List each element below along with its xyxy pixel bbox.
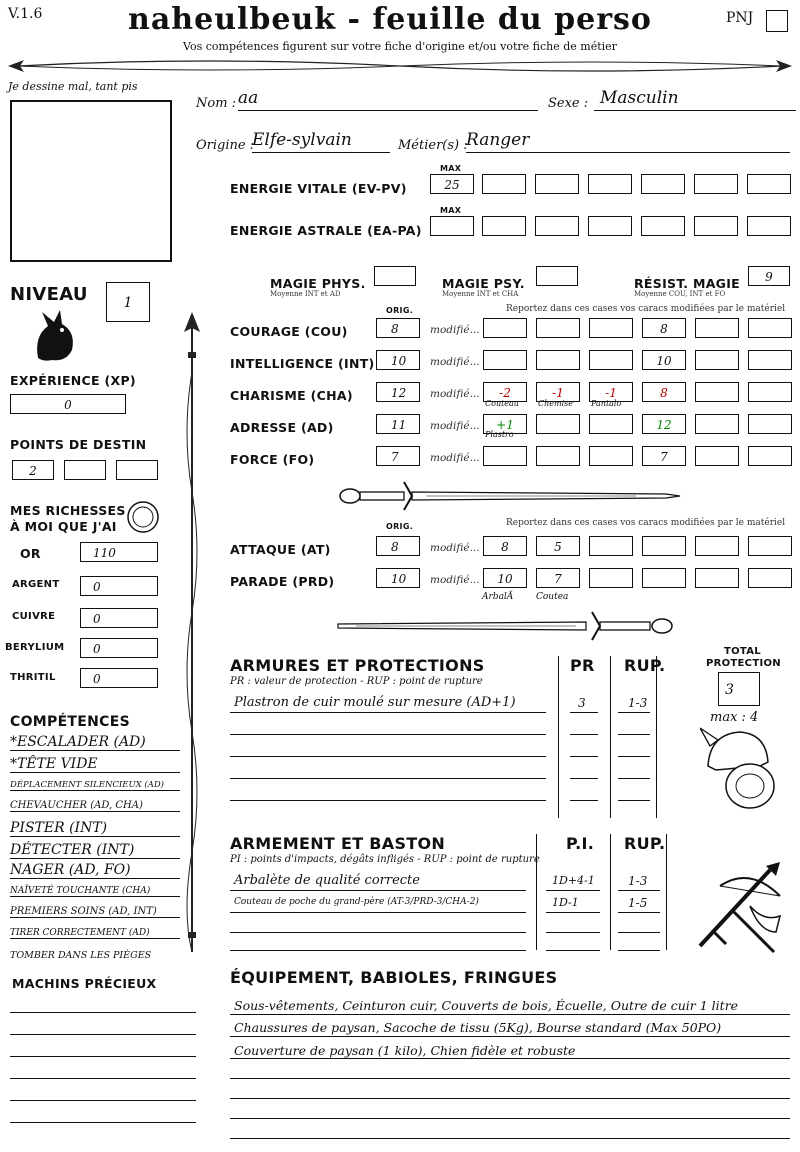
combat-cell[interactable]: 7 xyxy=(536,568,580,588)
pi-header: P.I. xyxy=(566,834,595,853)
carac-cell[interactable] xyxy=(748,414,792,434)
nom-label: Nom : xyxy=(196,96,237,111)
carac-cell[interactable] xyxy=(748,446,792,466)
xp-box[interactable]: 0 xyxy=(10,394,126,414)
carac-cell[interactable] xyxy=(695,318,739,338)
magie-phys-note: Moyenne INT et AD xyxy=(270,290,341,298)
pnj-label: PNJ xyxy=(726,10,754,26)
caracs-orig-label: ORIG. xyxy=(386,306,414,315)
equipement-line: Sous-vêtements, Ceinturon cuir, Couverts de bois, Écuelle, Outre de cuir 1 litre xyxy=(234,998,739,1013)
thritil-label: THRITIL xyxy=(10,672,56,683)
rup-header: RUP. xyxy=(624,656,666,675)
ad-note: Plastro xyxy=(485,430,514,439)
competence-item: DÉPLACEMENT SILENCIEUX (AD) xyxy=(10,780,180,791)
competence-item: PREMIERS SOINS (AD, INT) xyxy=(10,906,180,918)
carac-cell[interactable] xyxy=(536,350,580,370)
resist-magie-box[interactable]: 9 xyxy=(748,266,790,286)
metier-label: Métier(s) : xyxy=(398,138,468,153)
resist-magie-label: RÉSIST. MAGIE xyxy=(634,276,741,291)
carac-label: COURAGE (COU) xyxy=(230,324,348,339)
ea-box[interactable] xyxy=(482,216,526,236)
carac-modif-label: modifié... xyxy=(430,452,480,464)
carac-cell[interactable] xyxy=(748,318,792,338)
carac-orig-box[interactable]: 8 xyxy=(376,318,420,338)
armement-rup-header: RUP. xyxy=(624,834,666,853)
carac-cell[interactable] xyxy=(695,414,739,434)
ea-box[interactable] xyxy=(588,216,632,236)
sexe-label: Sexe : xyxy=(548,96,589,111)
sheet-subtitle: Vos compétences figurent sur votre fiche d'origine et/ou votre fiche de métier xyxy=(183,40,617,53)
richesses-label: MES RICHESSES xyxy=(10,503,126,518)
coin-icon xyxy=(126,500,160,534)
carac-cell[interactable] xyxy=(483,350,527,370)
magie-phys-label: MAGIE PHYS. xyxy=(270,276,366,291)
combat-label: PARADE (PRD) xyxy=(230,574,335,589)
ev-box[interactable] xyxy=(694,174,738,194)
combat-note: ArbalÃ xyxy=(482,592,514,602)
cuivre-label: CUIVRE xyxy=(12,611,56,622)
or-label: OR xyxy=(20,546,41,561)
carac-cell[interactable]: 12 xyxy=(642,414,686,434)
carac-label: CHARISME (CHA) xyxy=(230,388,353,403)
carac-cell[interactable]: 10 xyxy=(642,350,686,370)
competence-item: CHEVAUCHER (AD, CHA) xyxy=(10,800,180,812)
combat-report-note: Reportez dans ces cases vos caracs modifiées par le matériel xyxy=(506,518,786,528)
carac-cell[interactable] xyxy=(589,350,633,370)
competence-item: *TÊTE VIDE xyxy=(10,756,180,773)
carac-orig-box[interactable]: 7 xyxy=(376,446,420,466)
helmet-shield-icon xyxy=(700,726,780,812)
caracs-report-note: Reportez dans ces cases vos caracs modifiées par le matériel xyxy=(506,304,786,314)
carac-cell[interactable] xyxy=(536,414,580,434)
competence-item: TIRER CORRECTEMENT (AD) xyxy=(10,928,180,939)
carac-cell[interactable]: +1 xyxy=(483,414,527,434)
competences-title: COMPÉTENCES xyxy=(10,714,130,730)
carac-modif-label: modifié... xyxy=(430,388,480,400)
metier-field[interactable]: Ranger xyxy=(466,130,790,153)
carac-cell[interactable]: -1 xyxy=(589,382,633,402)
combat-cell[interactable] xyxy=(642,536,686,556)
cha-note: Chemise xyxy=(538,399,573,408)
richesses-label-2: À MOI QUE J'AI xyxy=(10,519,117,534)
ea-box[interactable] xyxy=(747,216,791,236)
carac-label: FORCE (FO) xyxy=(230,452,315,467)
ev-box[interactable] xyxy=(482,174,526,194)
combat-modif-label: modifié... xyxy=(430,574,480,586)
combat-cell[interactable] xyxy=(589,536,633,556)
sword-icon xyxy=(336,478,682,514)
sword-icon xyxy=(336,608,682,644)
armure-pr: 3 xyxy=(578,696,586,710)
resist-magie-note: Moyenne COU, INT et FO xyxy=(634,290,726,298)
version-label: V.1.6 xyxy=(8,6,43,22)
combat-label: ATTAQUE (AT) xyxy=(230,542,331,557)
combat-cell[interactable] xyxy=(589,568,633,588)
equipement-title: ÉQUIPEMENT, BABIOLES, FRINGUES xyxy=(230,968,558,987)
arme-pi: 1D+4-1 xyxy=(552,874,595,887)
ev-max-label: MAX xyxy=(440,164,462,173)
armure-name: Plastron de cuir moulé sur mesure (AD+1) xyxy=(234,695,516,710)
carac-cell[interactable] xyxy=(483,318,527,338)
carac-cell[interactable] xyxy=(695,382,739,402)
equipement-line: Couverture de paysan (1 kilo), Chien fidèle et robuste xyxy=(234,1043,576,1058)
weapons-icon xyxy=(690,856,790,956)
magie-psy-box[interactable] xyxy=(536,266,578,286)
competence-item: NAGER (AD, FO) xyxy=(10,862,180,879)
carac-cell[interactable] xyxy=(589,446,633,466)
ev-box[interactable] xyxy=(588,174,632,194)
sexe-field[interactable]: Masculin xyxy=(594,88,796,111)
carac-modif-label: modifié... xyxy=(430,420,480,432)
ea-label: ENERGIE ASTRALE (EA-PA) xyxy=(230,223,422,238)
destin-box-1[interactable]: 2 xyxy=(12,460,54,480)
armement-title: ARMEMENT ET BASTON xyxy=(230,834,446,853)
ea-max-box[interactable] xyxy=(430,216,474,236)
machins-title: MACHINS PRÉCIEUX xyxy=(12,976,157,991)
combat-modif-label: modifié... xyxy=(430,542,480,554)
sheet-title: naheulbeuk - feuille du perso xyxy=(128,2,652,37)
arme-rup: 1-3 xyxy=(628,874,648,888)
pnj-checkbox[interactable] xyxy=(766,10,788,32)
carac-cell[interactable]: 8 xyxy=(642,382,686,402)
combat-cell[interactable]: 8 xyxy=(483,536,527,556)
combat-cell[interactable] xyxy=(642,568,686,588)
destin-box-2[interactable] xyxy=(64,460,106,480)
destin-label: POINTS DE DESTIN xyxy=(10,437,147,452)
destin-box-3[interactable] xyxy=(116,460,158,480)
carac-modif-label: modifié... xyxy=(430,356,480,368)
ea-max-label: MAX xyxy=(440,206,462,215)
total-protection-label-2: PROTECTION xyxy=(706,658,781,669)
niveau-box[interactable]: 1 xyxy=(106,282,150,322)
combat-cell[interactable] xyxy=(748,568,792,588)
combat-orig-box[interactable]: 8 xyxy=(376,536,420,556)
arme-name: Arbalète de qualité correcte xyxy=(234,873,420,888)
header-spear-icon xyxy=(8,54,792,78)
carac-cell[interactable]: -2 xyxy=(483,382,527,402)
vertical-spear-icon xyxy=(180,312,204,962)
portrait-box[interactable] xyxy=(10,100,172,262)
armures-note: PR : valeur de protection - RUP : point de rupture xyxy=(230,676,483,687)
carac-cell[interactable] xyxy=(695,446,739,466)
dragon-icon xyxy=(30,306,80,364)
carac-cell[interactable] xyxy=(589,318,633,338)
arme-pi: 1D-1 xyxy=(552,896,579,909)
carac-cell[interactable]: 7 xyxy=(642,446,686,466)
ea-box[interactable] xyxy=(641,216,685,236)
equipement-line: Chaussures de paysan, Sacoche de tissu (5Kg), Bourse standard (Max 50PO) xyxy=(234,1020,722,1035)
magie-psy-label: MAGIE PSY. xyxy=(442,276,525,291)
portrait-caption: Je dessine mal, tant pis xyxy=(8,80,138,93)
armures-title: ARMURES ET PROTECTIONS xyxy=(230,656,485,675)
ev-box[interactable] xyxy=(535,174,579,194)
competence-item: DÉTECTER (INT) xyxy=(10,842,180,859)
carac-orig-box[interactable]: 11 xyxy=(376,414,420,434)
combat-note: Coutea xyxy=(536,592,569,602)
nom-field[interactable]: aa xyxy=(238,88,538,111)
carac-cell[interactable] xyxy=(536,446,580,466)
combat-orig-box[interactable]: 10 xyxy=(376,568,420,588)
combat-cell[interactable] xyxy=(748,536,792,556)
carac-cell[interactable]: -1 xyxy=(536,382,580,402)
thritil-box[interactable]: 0 xyxy=(80,668,158,688)
carac-label: INTELLIGENCE (INT) xyxy=(230,356,375,371)
carac-cell[interactable] xyxy=(748,350,792,370)
cuivre-box[interactable]: 0 xyxy=(80,608,158,628)
argent-box[interactable]: 0 xyxy=(80,576,158,596)
combat-cell[interactable]: 5 xyxy=(536,536,580,556)
berylium-box[interactable]: 0 xyxy=(80,638,158,658)
combat-cell[interactable]: 10 xyxy=(483,568,527,588)
combat-orig-label: ORIG. xyxy=(386,522,414,531)
arme-name: Couteau de poche du grand-père (AT-3/PRD-3/CHA-2) xyxy=(234,897,479,907)
max-protection: max : 4 xyxy=(710,710,759,725)
carac-label: ADRESSE (AD) xyxy=(230,420,334,435)
ea-box[interactable] xyxy=(535,216,579,236)
competence-item: TOMBER DANS LES PIÈGES xyxy=(10,950,152,961)
total-protection-box[interactable]: 3 xyxy=(718,672,760,706)
carac-cell[interactable] xyxy=(536,318,580,338)
armure-rup: 1-3 xyxy=(628,696,648,710)
ea-box[interactable] xyxy=(694,216,738,236)
ev-box[interactable] xyxy=(747,174,791,194)
combat-cell[interactable] xyxy=(695,568,739,588)
argent-label: ARGENT xyxy=(12,579,60,590)
magie-psy-note: Moyenne INT et CHA xyxy=(442,290,519,298)
carac-orig-box[interactable]: 10 xyxy=(376,350,420,370)
armement-note: PI : points d'impacts, dégâts infligés - RUP : point de rupture xyxy=(230,854,540,865)
arme-rup: 1-5 xyxy=(628,896,648,910)
pr-header: PR xyxy=(570,656,595,675)
cha-note: Pantalo xyxy=(591,399,622,408)
ev-max-box[interactable]: 25 xyxy=(430,174,474,194)
niveau-label: NIVEAU xyxy=(10,284,88,305)
carac-cell[interactable]: 8 xyxy=(642,318,686,338)
carac-cell[interactable] xyxy=(695,350,739,370)
ev-box[interactable] xyxy=(641,174,685,194)
magie-phys-box[interactable] xyxy=(374,266,416,286)
carac-cell[interactable] xyxy=(589,414,633,434)
origine-label: Origine : xyxy=(196,138,255,153)
competence-item: NAÏVETÉ TOUCHANTE (CHA) xyxy=(10,886,180,897)
carac-modif-label: modifié... xyxy=(430,324,480,336)
xp-label: EXPÉRIENCE (XP) xyxy=(10,373,136,388)
carac-orig-box[interactable]: 12 xyxy=(376,382,420,402)
competence-item: *ESCALADER (AD) xyxy=(10,734,180,751)
carac-cell[interactable] xyxy=(748,382,792,402)
competence-item: PISTER (INT) xyxy=(10,820,180,837)
carac-cell[interactable] xyxy=(483,446,527,466)
ev-label: ENERGIE VITALE (EV-PV) xyxy=(230,181,407,196)
cha-note: Couteau xyxy=(485,399,519,408)
total-protection-label: TOTAL xyxy=(724,646,761,657)
origine-field[interactable]: Elfe-sylvain xyxy=(252,130,390,153)
combat-cell[interactable] xyxy=(695,536,739,556)
berylium-label: BERYLIUM xyxy=(5,642,65,653)
or-box[interactable]: 110 xyxy=(80,542,158,562)
